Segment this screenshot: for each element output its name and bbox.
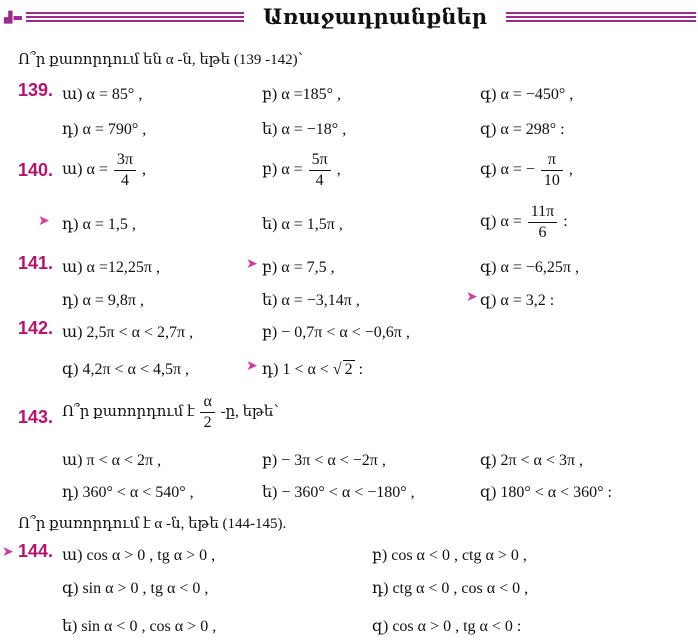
item-z: զ) α = 298° : <box>480 121 565 138</box>
square-root: √ 2 <box>332 361 353 378</box>
item-b: բ) − 0,7π < α < −0,6π , <box>262 324 410 341</box>
denominator: 2 <box>203 414 212 431</box>
section-header <box>0 4 698 30</box>
item-a: ա) 2,5π < α < 2,7π , <box>62 324 194 341</box>
item-b: բ) α =185° , <box>262 86 342 103</box>
item-g <box>480 150 573 191</box>
item-a: ա) α =12,25π , <box>62 259 160 276</box>
item-b <box>262 150 341 191</box>
item-a <box>62 150 146 191</box>
punct: : <box>358 361 364 378</box>
fraction <box>528 202 557 243</box>
item-g-label: գ) α = − <box>480 161 535 179</box>
problem-number: 141. <box>18 253 54 273</box>
problem-number: 143. <box>18 407 54 427</box>
fraction <box>309 150 331 191</box>
item-g: գ) α = −450° , <box>480 86 574 103</box>
item-z: զ) 180° < α < 360° : <box>480 484 612 501</box>
problem-number: 144. <box>18 541 54 561</box>
item-a: ա) α = 85° , <box>62 86 143 103</box>
problem-number: 139. <box>18 80 54 100</box>
punct: , <box>142 161 146 179</box>
arrow-marker-icon: ➤ <box>246 358 258 374</box>
item-z-label: զ) α = <box>480 213 522 231</box>
intro-question-144-145: Ո՞ր քառորդում է α -ն, եթե (144-145). <box>18 516 287 532</box>
item-b: բ) − 3π < α < −2π , <box>262 452 386 469</box>
arrow-marker-icon: ➤ <box>2 544 14 560</box>
item-g: գ) 4,2π < α < 4,5π , <box>62 361 190 378</box>
item-z: զ) α = 3,2 : <box>480 292 555 309</box>
fraction <box>114 150 136 191</box>
question-143 <box>62 392 279 433</box>
item-z <box>480 202 568 243</box>
item-e: ե) α = 1,5π , <box>262 216 343 233</box>
item-g: գ) α = −6,25π , <box>480 259 579 276</box>
item-d: դ) α = 1,5 , <box>62 216 136 233</box>
item-a-label: ա) α = <box>62 161 108 179</box>
item-d: դ) 360° < α < 540° , <box>62 484 194 501</box>
item-e: ե) sin α < 0 , cos α > 0 , <box>62 618 217 635</box>
question-text-suffix: -ը, եթե՝ <box>220 403 279 420</box>
problem-number: 140. <box>18 160 54 180</box>
arrow-marker-icon: ➤ <box>38 213 50 229</box>
item-d: դ) α = 9,8π , <box>62 292 144 309</box>
section-title: Առաջադրանքներ <box>262 5 488 29</box>
denominator: 4 <box>120 172 129 189</box>
item-a: ա) cos α > 0 , tg α > 0 , <box>62 547 216 564</box>
numerator: α <box>200 392 214 413</box>
arrow-marker-icon: ➤ <box>466 289 478 305</box>
punct: , <box>336 161 341 179</box>
punct: , <box>568 161 573 179</box>
denominator: 10 <box>543 172 560 189</box>
numerator: π <box>541 150 563 171</box>
header-corner-mark: ▟▬ <box>4 11 26 24</box>
item-b: բ) α = 7,5 , <box>262 259 335 276</box>
header-rule-right <box>506 12 696 23</box>
problem-number: 142. <box>18 318 54 338</box>
item-e: ե) − 360° < α < −180° , <box>262 484 415 501</box>
item-d-label: դ) 1 < α < <box>262 361 329 378</box>
item-a: ա) π < α < 2π , <box>62 452 162 469</box>
item-b: բ) cos α < 0 , ctg α > 0 , <box>372 547 527 564</box>
numerator: 5π <box>309 150 331 171</box>
punct: : <box>563 213 568 231</box>
item-z: զ) cos α > 0 , tg α < 0 : <box>372 618 522 635</box>
item-g: գ) sin α > 0 , tg α < 0 , <box>62 580 209 597</box>
item-b-label: բ) α = <box>262 161 303 179</box>
item-d <box>262 359 363 379</box>
intro-question-139-142: Ո՞ր քառորդում են α -ն, եթե (139 -142)՝ <box>18 52 304 68</box>
item-e: ե) α = −3,14π , <box>262 292 360 309</box>
item-d: դ) α = 790° , <box>62 121 147 138</box>
question-text: Ո՞ր քառորդում է <box>62 403 195 420</box>
numerator: 3π <box>114 150 136 171</box>
denominator: 4 <box>315 172 324 189</box>
fraction <box>541 150 563 191</box>
header-rule-left <box>4 12 244 23</box>
fraction <box>200 392 214 433</box>
item-e: ե) α = −18° , <box>262 121 347 138</box>
radicand: 2 <box>344 361 353 378</box>
item-g: գ) 2π < α < 3π , <box>480 452 584 469</box>
numerator: 11π <box>528 202 557 223</box>
denominator: 6 <box>538 224 547 241</box>
item-d: դ) ctg α < 0 , cos α < 0 , <box>372 580 529 597</box>
arrow-marker-icon: ➤ <box>246 256 258 272</box>
